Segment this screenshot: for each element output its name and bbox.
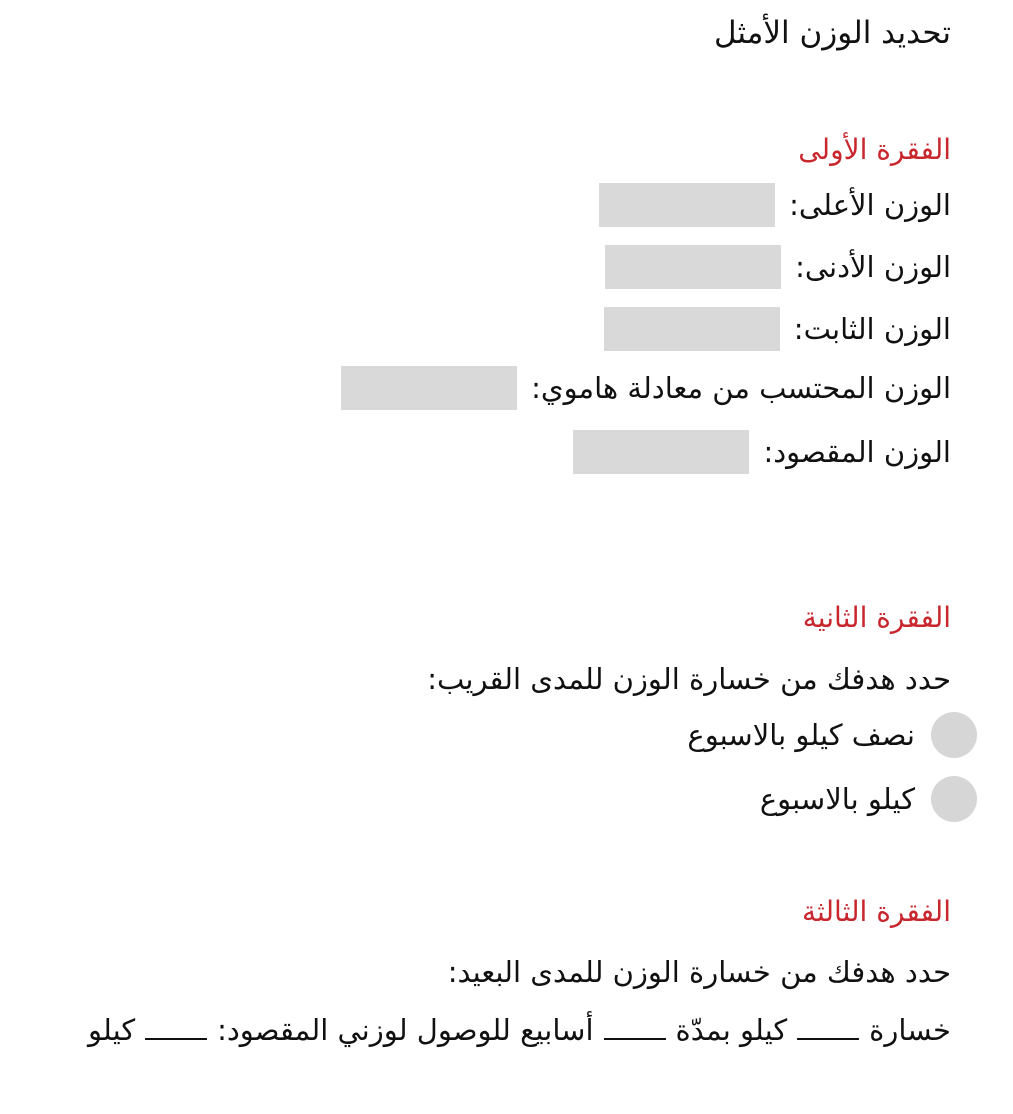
page-title: تحديد الوزن الأمثل (713, 15, 951, 51)
blank-target-input[interactable] (145, 1016, 207, 1040)
radio-option-half-kilo[interactable] (687, 712, 977, 758)
field-label-max-weight: الوزن الأعلى: (789, 187, 951, 222)
section2-heading: الفقرة الثانية (802, 601, 951, 634)
blank-kilos-input[interactable] (797, 1016, 859, 1040)
radio-label-one-kilo: كيلو بالاسبوع (759, 781, 915, 816)
sentence-part-weeks: أسابيع للوصول لوزني المقصود: (217, 1013, 594, 1047)
field-label-stable-weight: الوزن الثابت: (793, 311, 951, 346)
radio-button-half-kilo[interactable] (931, 712, 977, 758)
field-row-stable-weight (604, 307, 951, 351)
radio-option-one-kilo[interactable] (760, 776, 977, 822)
section3-heading: الفقرة الثالثة (802, 895, 951, 928)
hamwi-weight-input[interactable] (341, 366, 517, 410)
field-row-hamwi-weight (341, 366, 951, 410)
section3-question: حدد هدفك من خسارة الوزن للمدى البعيد: (447, 955, 951, 989)
field-row-target-weight (573, 430, 951, 474)
blank-weeks-input[interactable] (604, 1016, 666, 1040)
min-weight-input[interactable] (605, 245, 781, 289)
target-weight-input[interactable] (573, 430, 749, 474)
max-weight-input[interactable] (599, 183, 775, 227)
section1-heading: الفقرة الأولى (798, 133, 951, 166)
section3-goal-sentence (87, 1013, 951, 1047)
field-label-hamwi-weight: الوزن المحتسب من معادلة هاموي: (531, 370, 951, 405)
radio-button-one-kilo[interactable] (931, 776, 977, 822)
stable-weight-input[interactable] (604, 307, 780, 351)
radio-label-half-kilo: نصف كيلو بالاسبوع (687, 717, 915, 752)
sentence-part-loss: خسارة (869, 1013, 951, 1047)
section2-question: حدد هدفك من خسارة الوزن للمدى القريب: (427, 662, 951, 696)
sentence-part-duration: كيلو بمدّة (675, 1013, 788, 1047)
sentence-part-kilo: كيلو (87, 1013, 136, 1047)
field-row-min-weight (605, 245, 951, 289)
field-row-max-weight (599, 183, 951, 227)
field-label-target-weight: الوزن المقصود: (763, 434, 951, 469)
field-label-min-weight: الوزن الأدنى: (795, 249, 951, 284)
